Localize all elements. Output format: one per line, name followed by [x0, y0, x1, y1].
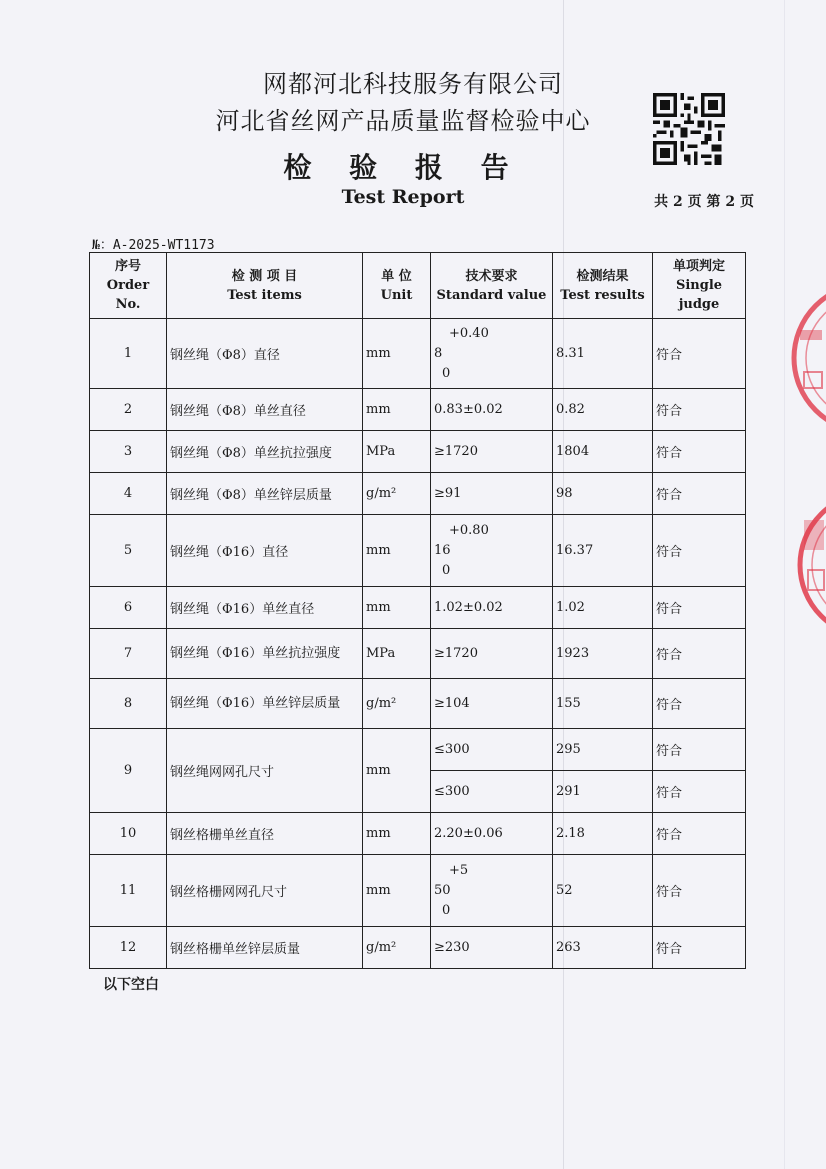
official-seal-icon	[790, 280, 826, 435]
blank-below-note: 以下空白	[103, 977, 159, 993]
tolerance-cell: +0.40 8 0	[431, 319, 553, 389]
table-row: 5 钢丝绳（Φ16）直径 mm +0.80 16 0 16.37 符合	[90, 515, 746, 587]
report-number: №：A-2025-WT1173	[92, 238, 215, 253]
table-row: ≤300 291 符合	[90, 771, 746, 813]
tolerance-cell: +0.80 16 0	[431, 515, 553, 587]
table-row: 7 钢丝绳（Φ16）单丝抗拉强度 MPa ≥1720 1923 符合	[90, 629, 746, 679]
table-row: 11 钢丝格栅网网孔尺寸 mm +5 50 0 52 符合	[90, 855, 746, 927]
official-seal-icon	[796, 490, 826, 640]
table-row: 6 钢丝绳（Φ16）单丝直径 mm 1.02±0.02 1.02 符合	[90, 587, 746, 629]
report-title-cn: 检 验 报 告	[283, 151, 523, 184]
header-judge: 单项判定 Single judge	[653, 253, 746, 319]
results-table	[89, 252, 746, 969]
table-row: 8 钢丝绳（Φ16）单丝锌层质量 g/m² ≥104 155 符合	[90, 679, 746, 729]
header-order: 序号 Order No.	[90, 253, 167, 319]
center-name: 河北省丝网产品质量监督检验中心	[215, 107, 591, 135]
header-standard: 技术要求 Standard value	[431, 253, 553, 319]
qr-code-icon	[653, 93, 725, 165]
table-row: 9 钢丝绳网网孔尺寸 mm ≤300 295 符合	[90, 729, 746, 771]
table-row: 3 钢丝绳（Φ8）单丝抗拉强度 MPa ≥1720 1804 符合	[90, 431, 746, 473]
page-count: 共 2 页 第 2 页	[654, 194, 754, 210]
table-row: 10 钢丝格栅单丝直径 mm 2.20±0.06 2.18 符合	[90, 813, 746, 855]
header-items: 检 测 项 目 Test items	[167, 253, 363, 319]
report-title-en: Test Report	[341, 186, 465, 208]
table-row: 12 钢丝格栅单丝锌层质量 g/m² ≥230 263 符合	[90, 927, 746, 969]
table-row: 1 钢丝绳（Φ8）直径 mm +0.40 8 0 8.31 符合	[90, 319, 746, 389]
header-unit: 单 位 Unit	[363, 253, 431, 319]
header-results: 检测结果 Test results	[553, 253, 653, 319]
company-name: 网都河北科技服务有限公司	[263, 70, 563, 98]
table-header-row	[90, 253, 746, 319]
tolerance-cell: +5 50 0	[431, 855, 553, 927]
table-row: 2 钢丝绳（Φ8）单丝直径 mm 0.83±0.02 0.82 符合	[90, 389, 746, 431]
table-row: 4 钢丝绳（Φ8）单丝锌层质量 g/m² ≥91 98 符合	[90, 473, 746, 515]
